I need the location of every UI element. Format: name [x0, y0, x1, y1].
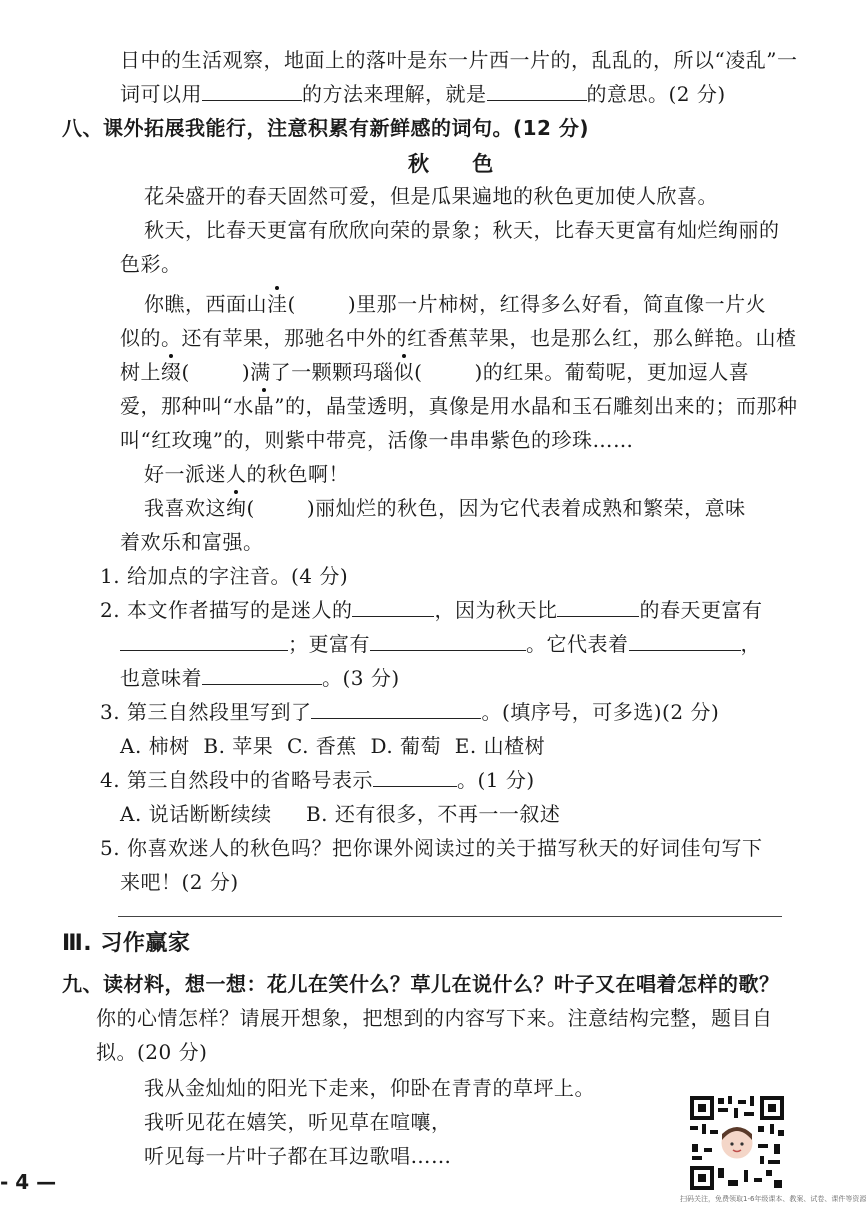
paragraph-line: 叫“红玫瑰”的，则紫中带亮，活像一串串紫色的珍珠……: [120, 428, 634, 452]
answer-blank[interactable]: [120, 630, 288, 651]
paragraph-line: 色彩。: [120, 252, 182, 276]
answer-blank[interactable]: [557, 596, 639, 617]
passage-title: 秋 色: [408, 151, 512, 176]
answer-blank[interactable]: [352, 596, 434, 617]
question-9-line: 拟。(20 分): [96, 1040, 208, 1064]
dotted-char: 晶: [253, 394, 275, 418]
question-9-line: 你的心情怎样？请展开想象，把想到的内容写下来。注意结构完整，题目自: [96, 1006, 773, 1030]
paragraph-line: 好一派迷人的秋色啊！: [144, 462, 349, 486]
answer-blank[interactable]: [202, 80, 302, 101]
dotted-char: 缀: [161, 360, 182, 384]
page-number: - 4 —: [0, 1170, 57, 1194]
paragraph-line: 秋天，比春天更富有欣欣向荣的景象；秋天，比春天更富有灿烂绚丽的: [144, 218, 780, 242]
answer-blank[interactable]: [373, 766, 457, 787]
dotted-char: 绚: [226, 496, 247, 520]
answer-blank[interactable]: [487, 80, 587, 101]
question-1: 1. 给加点的字注音。(4 分): [100, 564, 349, 588]
question-5: 5. 你喜欢迷人的秋色吗？把你课外阅读过的关于描写秋天的好词佳句写下: [100, 836, 763, 860]
question-3: 3. 第三自然段里写到了 。(填序号，可多选)(2 分): [100, 700, 720, 724]
qr-caption: 扫码关注，免费领取1-6年级课本、教案、试卷、课件等资源: [680, 1195, 866, 1203]
answer-line[interactable]: [118, 916, 782, 917]
question-2-line: 也意味着 。(3 分): [120, 666, 400, 690]
question-3-options: A. 柿树 B. 苹果 C. 香蕉 D. 葡萄 E. 山楂树: [120, 734, 546, 758]
text-line: 词可以用 的方法来理解，就是 的意思。(2 分): [120, 82, 726, 106]
material-line: 我从金灿灿的阳光下走来，仰卧在青青的草坪上。: [144, 1076, 595, 1100]
material-line: 我听见花在嬉笑，听见草在喧嚷，: [144, 1110, 452, 1134]
paragraph-line: 花朵盛开的春天固然可爱，但是瓜果遍地的秋色更加使人欣喜。: [144, 184, 718, 208]
question-4: 4. 第三自然段中的省略号表示 。(1 分): [100, 768, 535, 792]
dotted-char: 洼: [267, 292, 288, 316]
paragraph-line: 着欢乐和富强。: [120, 530, 264, 554]
text-line: 日中的生活观察，地面上的落叶是东一片西一片的，乱乱的，所以“凌乱”一: [120, 48, 798, 72]
answer-blank[interactable]: [370, 630, 526, 651]
paragraph-line: 你瞧，西面山洼( )里那一片柿树，红得多么好看，简直像一片火: [144, 292, 767, 316]
answer-blank[interactable]: [629, 630, 741, 651]
answer-blank[interactable]: [311, 698, 481, 719]
paragraph-line: 似的。还有苹果，那驰名中外的红香蕉苹果，也是那么红，那么鲜艳。山楂: [120, 326, 797, 350]
answer-blank[interactable]: [202, 664, 322, 685]
section-heading: 八、课外拓展我能行，注意积累有新鲜感的词句。(12 分): [62, 116, 590, 140]
paragraph-line: 树上缀( )满了一颗颗玛瑙似( )的红果。葡萄呢，更加逗人喜: [120, 360, 750, 384]
question-2-line: ；更富有 。它代表着 ，: [120, 630, 761, 658]
qr-code-icon: [688, 1094, 786, 1192]
question-2: 2. 本文作者描写的是迷人的 ，因为秋天比 的春天更富有: [100, 598, 763, 622]
paragraph-line: 我喜欢这绚( )丽灿烂的秋色，因为它代表着成熟和繁荣，意味: [144, 496, 746, 520]
paragraph-line: 爱，那种叫“水晶”的，晶莹透明，真像是用水晶和玉石雕刻出来的；而那种: [120, 394, 798, 418]
question-9: 九、读材料，想一想：花儿在笑什么？草儿在说什么？叶子又在唱着怎样的歌？: [62, 972, 780, 996]
material-line: 听见每一片叶子都在耳边歌唱……: [144, 1144, 452, 1168]
question-5-line: 来吧！(2 分): [120, 870, 239, 894]
dotted-char: 似: [393, 360, 415, 384]
part-heading: Ⅲ. 习作赢家: [62, 931, 191, 956]
question-4-options: A. 说话断断续续 B. 还有很多，不再一一叙述: [120, 802, 561, 826]
